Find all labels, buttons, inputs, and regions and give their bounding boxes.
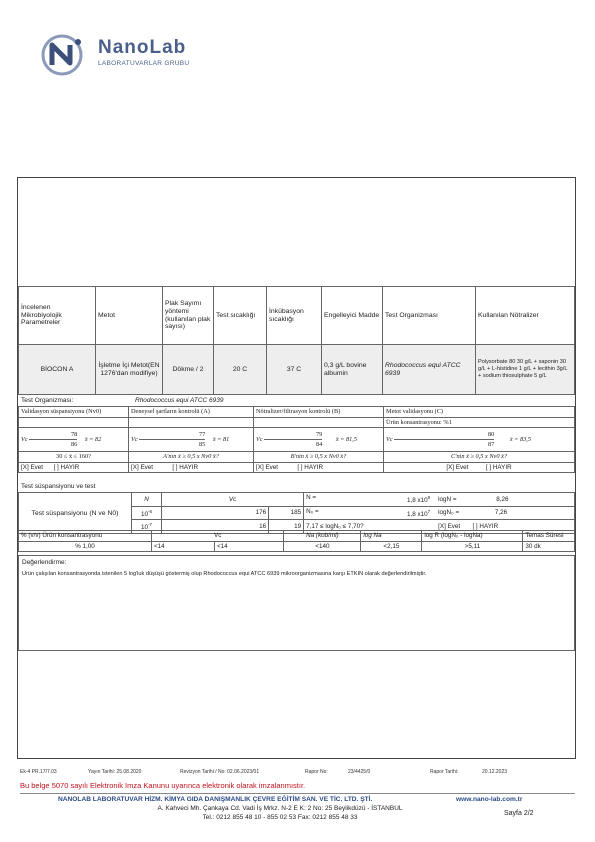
a-value-1: 78 [29, 430, 77, 440]
vc-label: Vc [256, 436, 263, 444]
validation-suspension-title: Validasyon süspansiyonu (Nv0) [19, 407, 129, 418]
header-neutralizer: Kullanılan Nötralizer [476, 287, 575, 345]
b-answer [129, 462, 254, 473]
a-condition: 30 ≤ x̄ ≤ 160? [19, 452, 129, 463]
no-option: [ ] HAYIR [172, 463, 199, 471]
method-validation-title: Metot validasyonu (C) [384, 407, 575, 418]
row-plate-count: Dökme / 2 [163, 345, 214, 395]
d-value-1: 80 [394, 430, 494, 440]
logn0-value: 7,26 [494, 509, 508, 517]
report-date-label: Rapor Tarihi: [430, 769, 459, 775]
result-vc-2: <14 [215, 541, 284, 552]
vc-label: Vc [21, 436, 28, 444]
footer-divider [20, 793, 575, 794]
result-logr: >5,11 [422, 541, 523, 552]
result-header-logna: log Na [361, 531, 422, 542]
n-label: N = [306, 494, 317, 501]
evaluation-title: Değerlendirme: [22, 559, 67, 566]
result-header-contact-time: Temas Süresi [523, 531, 575, 542]
dilution-exponent: -6 [148, 508, 153, 514]
company-website[interactable]: www.nano-lab.com.tr [456, 796, 523, 803]
yes-option: [X] Evet [438, 522, 461, 530]
no-option: [ ] HAYIR [297, 463, 324, 471]
dilution-exponent: -7 [148, 522, 153, 528]
validation-b-cell [129, 428, 254, 452]
row-neutralizer: Polysorbate 80 30 g/L + saponin 30 g/L + L-histidine 1 g/L + lecithin 3g/L + sodium thiosulphate 5 g/L [476, 345, 575, 395]
logn0-cell [436, 506, 574, 520]
company-address: A. Kahveci Mh. Çankaya Cd. Vadi İş Mrkz. N-2 E K: 2 No: 25 Beylikdüzü - İSTANBUL [157, 805, 403, 812]
dilution-base: 10 [140, 524, 148, 532]
no-option: [ ] HAYIR [53, 463, 80, 471]
vc-label: Vc [386, 436, 393, 444]
vc-header: Vc [162, 493, 304, 507]
n0-value-cell [304, 506, 437, 520]
d-condition: C'nin x̄ ≥ 0,5 x Nv0 x̄? [384, 452, 575, 463]
validation-a-cell [19, 428, 129, 452]
logn-cell [436, 493, 574, 507]
result-vc-1: <14 [152, 541, 215, 552]
logn-label: logN = [438, 495, 457, 503]
vc-2a: 16 [162, 520, 269, 534]
row-incubation-temp: 37 C [267, 345, 322, 395]
suspension-title: Test süspansiyonu ve test [21, 483, 96, 490]
validation-d-cell [384, 428, 575, 452]
n0-condition: 7,17 ≤ logN₀ ≤ 7,70? [304, 520, 437, 534]
row-product: BİOCON A [19, 345, 96, 395]
n-value: 1,8 x10 [406, 497, 428, 505]
d-answer [384, 462, 575, 473]
header-parameters: İncelenen Mikrobiyolojik Parametreler [19, 287, 96, 345]
b-value-1: 77 [139, 430, 205, 440]
a-value-2: 86 [70, 441, 78, 449]
brand-name: NanoLab [98, 37, 187, 58]
header-test-temp: Test sıcaklığı [214, 287, 267, 345]
c-value-2: 84 [315, 441, 323, 449]
result-na: <140 [284, 541, 361, 552]
revision-date: Revizyon Tarihi / No: 02.06.2023/01 [180, 769, 260, 775]
row-test-temp: 20 C [214, 345, 267, 395]
yes-option: [X] Evet [131, 463, 154, 471]
yes-option: [X] Evet [256, 463, 279, 471]
publish-date: Yayın Tarihi: 25.08.2020 [88, 769, 142, 775]
report-no: 23/4425/0 [348, 769, 371, 775]
result-header-logr: log R (logN₀ - logNa) [422, 531, 523, 542]
result-logna: <2,15 [361, 541, 422, 552]
result-contact-time: 30 dk [523, 541, 575, 552]
c-answer [254, 462, 384, 473]
no-option: [ ] HAYIR [485, 463, 512, 471]
vc-label: Vc [131, 436, 138, 444]
brand-subtitle: LABORATUVARLAR GRUBU [98, 60, 190, 67]
row-method: İşletme İçi Metot(EN 1276'dan modifiye) [96, 345, 163, 395]
d-mean: x̄ = 83,5 [509, 436, 532, 444]
page-number: Sayfa 2/2 [504, 810, 534, 817]
result-header-vc: Vc [152, 531, 284, 542]
header-method: Metot [96, 287, 163, 345]
b-value-2: 85 [198, 441, 206, 449]
n-exponent: 8 [427, 495, 431, 500]
validation-table [18, 406, 575, 473]
n0-value: 1,8 x10 [406, 510, 428, 518]
c-value-1: 79 [264, 430, 322, 440]
dilution-1 [132, 506, 162, 520]
row-test-organism: Rhodococcus equi ATCC 6939 [383, 345, 476, 395]
org-label: Test Organizması: [21, 397, 74, 404]
yes-option: [X] Evet [21, 463, 44, 471]
validation-c-cell [254, 428, 384, 452]
header-test-organism: Test Organizması [383, 287, 476, 345]
suspension-table [18, 492, 575, 534]
a-mean: x̄ = 82 [84, 436, 102, 444]
org-value: Rhodococcus equi ATCC 6939 [135, 397, 224, 404]
suspension-label: Test süspansiyonu (N ve N0) [19, 493, 132, 534]
logn-value: 8,26 [496, 495, 509, 503]
b-condition: A'nın x̄ ≥ 0,5 x Nv0 x̄? [129, 452, 254, 463]
logn0-label: logN₀ = [438, 509, 460, 517]
a-answer [19, 462, 129, 473]
vc-1a: 176 [162, 506, 269, 520]
company-name: NANOLAB LABORATUVAR HİZM. KİMYA GIDA DANIŞMANLIK ÇEVRE EĞİTİM SAN. VE TİC. LTD. ŞTİ. [58, 796, 373, 803]
experimental-control-title: Deneysel şartların kontrolü (A) [129, 407, 254, 418]
n0-exponent: 7 [427, 508, 431, 514]
c-mean: x̄ = 81,5 [335, 436, 358, 444]
result-header-concentration: % (v/v) Ürün konsantrasyonu [19, 531, 152, 542]
n-header: N [132, 493, 162, 507]
result-header-na: Na (kob/ml) [284, 531, 361, 542]
company-logo [40, 33, 210, 77]
d-value-2: 87 [487, 441, 495, 449]
company-phone: Tel.: 0212 855 48 10 - 855 02 53 Fax: 0212 855 48 33 [202, 814, 358, 821]
vc-1b: 185 [269, 506, 304, 520]
nanolab-logo-icon [40, 33, 92, 77]
n0-label: N₀ = [306, 507, 319, 515]
header-incubation-temp: İnkübasyon sıcaklığı [267, 287, 322, 345]
header-plate-count: Plak Sayımı yöntemi (kullanılan plak sayısı) [163, 287, 214, 345]
product-concentration: Ürün konsantrasyonu: %1 [384, 417, 575, 428]
form-code: Ek-4 PR.17/7.03 [20, 769, 57, 775]
n-value-cell [304, 493, 437, 507]
evaluation-box [18, 555, 575, 651]
row-interfering-substance: 0,3 g/L bovine albumin [322, 345, 383, 395]
no-option: [ ] HAYIR [472, 522, 499, 530]
result-table [18, 530, 575, 552]
yes-option: [X] Evet [446, 463, 469, 471]
header-interfering-substance: Engelleyici Madde [322, 287, 383, 345]
b-mean: x̄ = 81 [212, 436, 230, 444]
e-signature-notice: Bu belge 5070 sayılı Elektronik Imza Kanunu uyarınca elektronik olarak imzalanmıstır. [20, 781, 306, 790]
result-concentration: % 1,00 [19, 541, 152, 552]
dilution-base: 10 [140, 510, 148, 518]
evaluation-text: Ürün çalışılan konsantrasyonda istenilen 5 log'luk düşüşü göstermiş olup Rhodococcus equi ATCC 6939 mikroorganizmasına karşı ETKİN olarak değerlendirilmiştir. [22, 571, 427, 577]
parameters-table [18, 286, 575, 395]
report-no-label: Rapor No: [305, 769, 328, 775]
report-date: 20.12.2023 [482, 769, 508, 775]
c-condition: B'nin x̄ ≥ 0,5 x Nv0 x̄? [254, 452, 384, 463]
vc-2b: 19 [269, 520, 304, 534]
neutralizer-control-title: Nötralizer/filtrasyon kontrolü (B) [254, 407, 384, 418]
